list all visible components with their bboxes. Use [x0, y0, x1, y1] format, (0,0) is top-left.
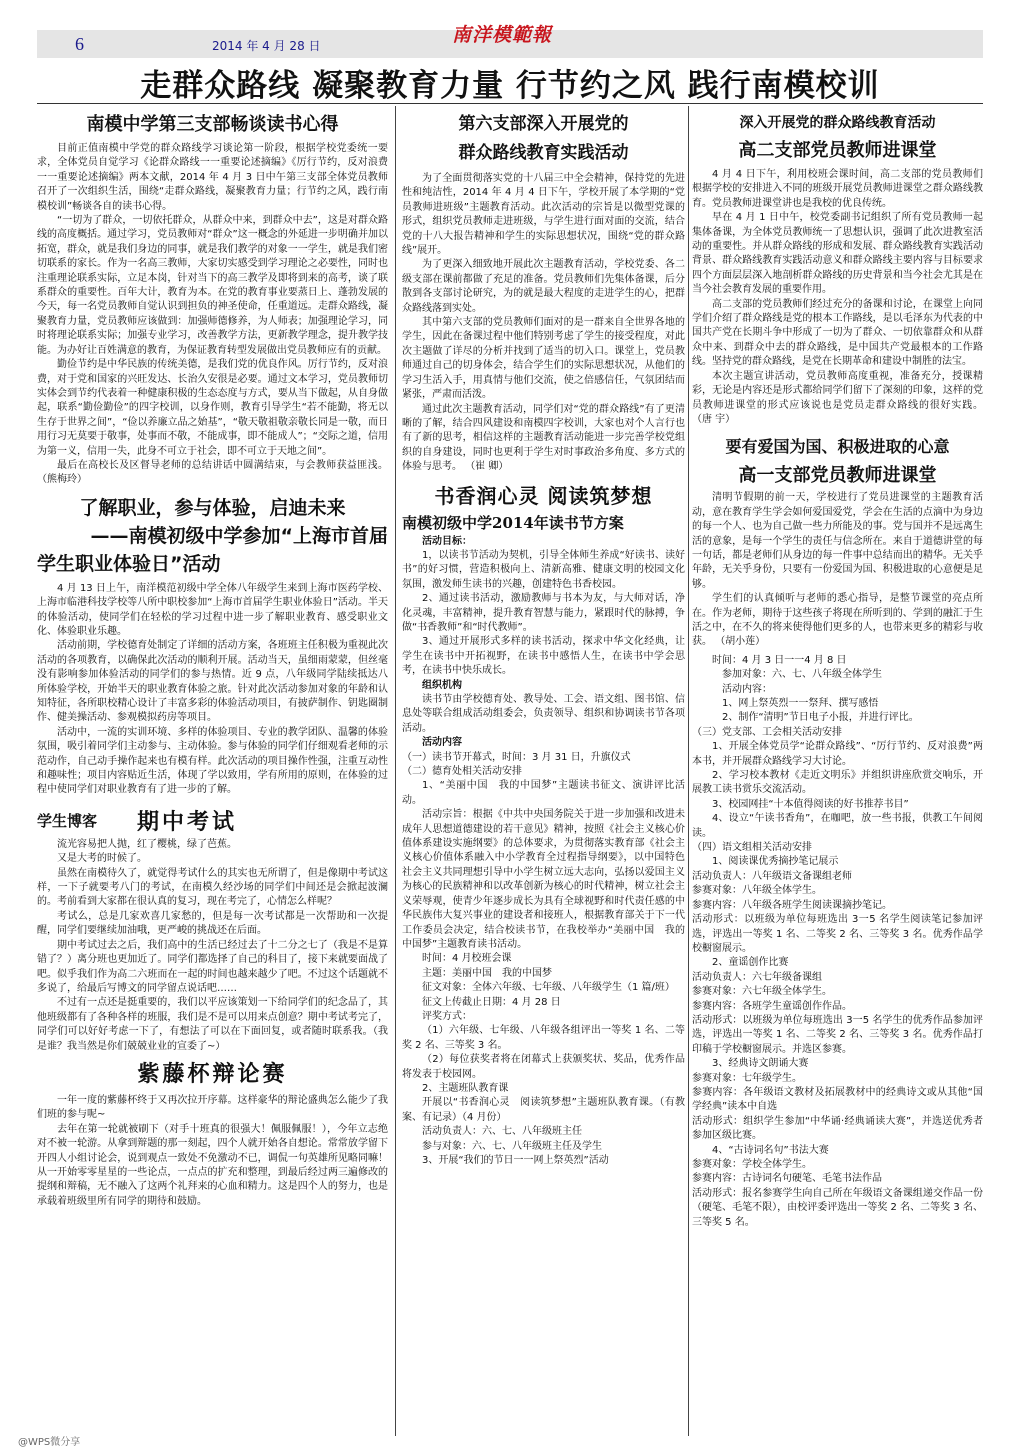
plan-item: 征文上传截止日期：4 月 28 日: [422, 996, 561, 1008]
plan-item: 活动形式：以班级为单位每班选出 3一5 名学生的优秀作品参加评选，评选出一等奖 1 名、二等奖 2 名、三等奖 3 名。优秀作品打印稿于学校橱窗展示。并选区参赛。: [692, 1014, 983, 1055]
blog-heading: [37, 804, 388, 838]
plan-item: （三）党支部、工会相关活动安排: [692, 726, 842, 738]
article-subtitle: 南模初级中学2014年读书节方案: [402, 513, 624, 532]
article-paragraph: 为了全面贯彻落实党的十八届三中全会精神，保持党的先进性和纯洁性，2014 年 4 月 4 日下午，学校开展了本学期的“党员教师进班级”主题教育活动。此次活动的宗旨是以微型党课的形式，组织党员教师走进班级，与学生进行面对面的交流，结合党的十八大报告精神和学生的实际思想状况，围绕“党的群众路线”展开。: [402, 173, 685, 257]
column-divider: [395, 106, 396, 1436]
plan-item: 活动形式：报名参赛学生向自己所在年级语文备课组递交作品一份（硬笔、毛笔不限），由校评委评选出一等奖 2 名、二等奖 3 名、三等奖 5 名。: [692, 1187, 983, 1228]
middle-column: [402, 106, 685, 1436]
article-paragraph: 其中第六支部的党员教师们面对的是一群来自全世界各地的学生，因此在备课过程中他们特别考虑了学生的接受程度，对此次主题做了详尽的分析并找到了适当的切入口。课堂上，党员教师通过自己的切身体会，结合学生们的实际思想状况，从他们的学习生活入手，用真情与他们交流，使之倍感信任，气氛团结而紧张，严肃而活泼。: [402, 317, 685, 401]
plan-item: 活动宗旨：根据《中共中央国务院关于进一步加强和改进未成年人思想道德建设的若干意见》精神，按照《社会主义核心价值体系建设实施纲要》的总体要求，为贯彻落实教育部《社会主义核心价值体系融入中小学教育全过程指导纲要》，以中国特色社会主义共同理想引导中小学生树立远大志向，弘扬以爱国主义为核心的民族精神和以改革创新为核心的时代精神，树立社会主义荣辱观，使青少年逐步成长为具有全球视野和时代责任感的中华民族伟大复兴事业的建设者和接班人，根据教育部关于下一代工作委员会决定，结合校读书节，在我校举办“美丽中国 我的中国梦”主题教育读书活动。: [402, 809, 685, 950]
page-number: 6: [75, 34, 84, 54]
article-paragraph: 考试么，总是几家欢喜几家愁的，但是每一次考试都是一次帮助和一次提醒，同学们要继续加油哦，更严峻的挑战还在后面。: [37, 910, 388, 937]
plan-item: （一）读书节开幕式，时间：3 月 31 日，升旗仪式: [402, 751, 631, 763]
plan-item: 活动负责人：六、七、八年级班主任: [422, 1126, 582, 1138]
plan-item: 参赛内容：各年级语文教材及拓展教材中的经典诗文或从其他“国学经典”读本中自选: [692, 1086, 983, 1113]
article-paragraph: 最后在高校长及区督导老师的总结讲话中圆满结束，与会教师获益匪浅。（熊梅玲）: [37, 459, 388, 486]
plan-item: 活动负责人：六七年级备课组: [692, 971, 822, 983]
article-paragraph: 学生们的认真倾听与老师的悉心指导，是整节课堂的亮点所在。作为老师，期待于这些孩子将现在所听到的、学到的融汇于生活之中，在不久的将来使得他们更多的人，也带来更多的精彩与收获。 （胡小莲）: [692, 593, 983, 648]
plan-item: 活动负责人：八年级语文备课组老师: [692, 870, 852, 882]
left-column: [37, 106, 388, 1436]
article-title: 紫藤杯辩论赛: [137, 1060, 288, 1087]
article-title: 群众路线教育实践活动: [458, 143, 629, 163]
article-paragraph: 4 月 4 日下午，利用校班会课时间，高二支部的党员教师们根据学校的安排进入不同的班级开展党员教师进课堂之群众路线教育。党员教师进课堂讲也是我校的优良传统。: [692, 169, 983, 209]
article-paragraph: 活动中，一流的实训环境、多样的体验项目、专业的教学团队、温馨的体验氛围，吸引着同学们主动参与、主动体验。参与体验的同学们仔细观看老师的示范动作，自己动手操作起来也有模有样。此次活动的项目操作性强，注重互动性和趣味性；项目内容贴近生活，体现了学以致用，学有所用的原则，在体验的过程中使同学们对职业教育有了进一步的了解。: [37, 726, 388, 796]
article-paragraph: 为了更深入细致地开展此次主题教育活动，学校党委、各二级支部在课前都做了充足的准备。党员教师们先集体备课，后分散到各支部讨论研究，为的就是最大程度的走进学生的心，把群众路线落到实处。: [402, 259, 685, 314]
plan-item: 评奖方式：: [422, 1010, 472, 1022]
plan-item: 2、童谣创作比赛: [712, 957, 789, 969]
plan-item: 2、主题班队教育课: [422, 1082, 509, 1094]
article-paragraph: 不过有一点还是挺重要的，我们以平应该策划一下给同学们的纪念品了，其他班级都有了各种各样的班服，我们是不是可以用来点创意？期中考试考完了，同学们可以好好考虑一下了，有想法了可以在下面回复，或者随时联系我。（我是谁？我当然是你们兢兢业业的宣委了~）: [37, 997, 388, 1052]
article-paragraph: 本次主题宣讲活动，党员教师高度重视，准备充分，授课精彩，无论是内容还是形式都给同学们留下了深刻的印象，这样的党员教师进课堂的形式应该说也是党员走群众路线的很好实践。 （唐 宇）: [692, 370, 983, 425]
plan-item: 活动形式：组织学生参加“中华诵·经典诵读大赛”，并选送优秀者参加区级比赛。: [692, 1115, 983, 1142]
plan-item: 参与对象：六、七、八年级班主任及学生: [422, 1140, 602, 1152]
plan-item: 活动形式：以班级为单位每班选出 3一5 名学生阅读笔记参加评选，评选出一等奖 1 名、二等奖 2 名、三等奖 3 名。优秀作品学校橱窗展示。: [692, 914, 983, 954]
plan-item: 3、经典诗文朗诵大赛: [712, 1058, 809, 1070]
plan-item: 2、通过读书活动，激励教师与书本为友，与大师对话，净化灵魂，丰富精神，提升教育智慧与能力，紧跟时代的脉搏，争做“书香教师”和“时代教师”。: [402, 593, 685, 633]
article-subtitle: ——南模初级中学参加“上海市首届: [90, 524, 388, 547]
section-heading: 组织机构: [422, 679, 462, 691]
article-title: 第六支部深入开展党的: [458, 114, 629, 134]
plan-item: 参赛对象：七年级学生。: [692, 1072, 802, 1084]
plan-item: 1、开展全体党员学“论群众路线”、“厉行节约、反对浪费”两本书，并开展群众路线学习大讨论。: [692, 741, 983, 767]
plan-item: 参赛对象：六七年级全体学生。: [692, 986, 832, 998]
article-kicker: 深入开展党的群众路线教育活动: [739, 115, 936, 131]
wps-share-watermark: @WPS微分享: [18, 1437, 81, 1448]
article-author: （唐 宇）: [692, 413, 736, 425]
plan-item: 开展以“书香润心灵 阅读筑梦想”主题班队教育课。（有教案、有记录）（4 月份）: [402, 1097, 685, 1123]
plan-item: 时间：4 月 3 日一一4 月 8 日: [712, 654, 847, 666]
plan-item: 参赛内容：古诗词名句硬笔、毛笔书法作品: [692, 1173, 882, 1185]
plan-item: 3、校园网挂“十本值得阅读的好书推荐书目”: [712, 798, 909, 810]
section-heading: 活动内容: [422, 737, 462, 749]
article-paragraph: 早在 4 月 1 日中午，校党委副书记组织了所有党员教师一起集体备课，为全体党员教师统一了思想认识，强调了此次进教室活动的重要性。并从群众路线的形成和发展、群众路线教育实践活动背景、群众路线教育实践活动意义和群众路线主要内容与目标要求四个方面层层深入地剖析群众路线的历史背景和当今社会尤其是在当今社会教育发展的重要作用。: [692, 212, 983, 296]
issue-date: 2014 年 4 月 28 日: [212, 39, 321, 53]
article-paragraph: 一年一度的紫藤杯终于又再次拉开序幕。这样豪华的辩论盛典怎么能少了我们班的参与呢~: [37, 1094, 388, 1121]
article-paragraph: 目前正值南模中学党的群众路线学习谈论第一阶段，根据学校党委统一要求，全体党员自觉学习《论群众路线一一重要论述摘编》《厉行节约，反对浪费一一重要论述摘编》两本文献，2014 年 4 月 3 日中午第三支部全体党员教师召开了一次组织生活，围绕“走群众路线，凝聚教育力量；行节约之风，践行南模校训”畅谈各自的读书心得。: [37, 143, 388, 212]
article-kicker: 要有爱国为国、积极进取的心意: [725, 437, 950, 457]
article-author: （熊梅玲）: [37, 474, 87, 486]
blog-label: 学生博客: [37, 812, 98, 831]
article-paragraph: 高二支部的党员教师们经过充分的备课和讨论，在课堂上向同学们介绍了群众路线是党的根本工作路线，是以毛泽东为代表的中国共产党在长期斗争中形成了一切为了群众、一切依靠群众和从群众中来、到群众中去的群众路线，是中国共产党最根本的工作路线。坚持党的群众路线，是党在长期革命和建设中制胜的法宝。: [692, 298, 983, 368]
article-paragraph: 清明节假期的前一天，学校进行了党员进课堂的主题教育活动，意在教育学生学会如何爱国爱党，学会在生活的点滴中为身边的每一个人、也为自己做一些力所能及的事。党与国并不是远离生活的意象，是每一个学生的责任与信念所在。来自于道德讲堂的每一句话，都是老师们从身边的每一件事中总结而出的精华。无关乎年龄，无关乎身份，只要有一份爱国为国、积极进取的心意便是足够。: [692, 492, 983, 590]
article-author: （胡小莲）: [715, 636, 766, 648]
article-title: 书香润心灵 阅读筑梦想: [434, 483, 653, 508]
plan-item: 2、学习校本教材《走近文明乐》并组织讲座欣赏交响乐，开展教工读书赏乐交流活动。: [692, 770, 983, 796]
plan-item: 3、开展“我们的节日一一网上祭英烈”活动: [422, 1155, 609, 1166]
plan-item: 参赛内容：各班学生童谣创作作品。: [692, 1000, 852, 1012]
article-title: 期中考试: [137, 809, 238, 836]
plan-item: （1）六年级、七年级、八年级各组评出一等奖 1 名、二等奖 2 名、三等奖 3 名。: [402, 1025, 685, 1051]
article-paragraph: 去年在第一轮就被刷下（对手十班真的很强大！佩服佩服！），今年立志绝对不被一轮游。从拿到辩题的那一刻起，四个人就开始各自想论。常常放学留下开四人小组讨论会，说到观点一致处不免激动不已，调侃一句英雄所见略同嘛！从一开始零零星星的一些论点，一点点的扩充和整理，到最后经过两三遍修改的提纲和辩稿，无不融入了这两个礼拜来的心血和精力。这是四个人的努力，也是承载着班级里所有同学的期待和鼓励。: [37, 1123, 388, 1207]
plan-item: （2）每位获奖者将在闭幕式上获颁奖状、奖品，优秀作品将发表于校园网。: [402, 1054, 685, 1080]
article-paragraph: 流光容易把人抛，红了樱桃，绿了芭蕉。: [57, 838, 237, 850]
article-paragraph: “一切为了群众，一切依托群众，从群众中来，到群众中去”，这是对群众路线的高度概括。通过学习，党员教师对“群众”这一概念的外延进一步明确并加以拓宽，群众，就是我们身边的同事，就是我们教学的对象一一学生，就是我们密切联系的家长。作为一名高三教师，大家切实感受到学习理论之必要性，同时也注重理论联系实际，立足本岗，针对当下的高三教学及即将到来的高考，谈了联系群众的重要性。百年大计，教育为本。在党的教育事业要蒸日上、蓬勃发展的今天，每一名党员教师自觉认识到担负的神圣使命，任重道远。走群众路线，凝聚教育力量，党员教师应该做到：加强师德修养，为人师表；加强理论学习，同时将理论联系实际；加强专业学习，改善教学方法，更新教学理念，提升教学技能。为办好让百姓满意的教育，为保证教育转型发展做出党员教师应有的贡献。: [37, 215, 388, 356]
plan-item: 1、“美丽中国 我的中国梦”主题读书征文、演讲评比活动。: [402, 780, 685, 806]
article-title: 高一支部党员教师进课堂: [738, 465, 937, 487]
plan-item: 3、通过开展形式多样的读书活动，探求中华文化经典，让学生在读书中开拓视野，在读书中感悟人生，在读书中学会思考，在读书中快乐成长。: [402, 636, 685, 677]
plan-item: 1、阅读课优秀摘抄笔记展示: [712, 856, 839, 868]
column-divider: [688, 106, 689, 1436]
masthead-logo: 南洋模範報: [452, 24, 553, 46]
article-paragraph: 勤俭节约是中华民族的传统美德，是我们党的优良作风。厉行节约，反对浪费，对于党和国家的兴旺发达、长治久安很是必要。通过文本学习，党员教师切实体会到节约代表着一种健康积极的生态态度与方式，要从当下做起，从自身做起，联系“勤俭勤俭”的四字校训，以身作则，教育引导学生“若不能勤，将无以生存于世界之间”，“俭以养廉立品之始基”，“敬天敬祖敬亲敬长同是一敬，而日用行习无莫要于敬事，处事而不敬，不能成事，即不能成人”；“交际之道，信用为第一义，信用一失，此身不可立于社会，即不可立于天地之间”。: [37, 359, 388, 457]
page-header: [37, 24, 983, 58]
plan-item: 主题：美丽中国 我的中国梦: [422, 967, 552, 979]
plan-item: （二）德育处相关活动安排: [402, 766, 522, 778]
plan-item: 4、设立“午读书香角”，在咖吧，放一些书报，供教工午间阅读。: [692, 813, 983, 839]
plan-item: 参赛内容：八年级各班学生阅读课摘抄笔记。: [692, 899, 892, 911]
article-paragraph: 4 月 13 日上午，南洋模范初级中学全体八年级学生来到上海市医药学校、上海市临港科技学校等八所中职校参加“上海市首届学生职业体验日”活动。半天的体验活动，使同学们在轻松的学习过程中进一步了解职业教育、感受职业文化、体验职业乐趣。: [37, 582, 388, 637]
plan-item: 参加对象：六、七、八年级全体学生: [722, 669, 882, 681]
plan-item: 1，以读书节活动为契机，引导全体师生养成“好读书、读好书”的好习惯，营造积极向上、清新高雅、健康文明的校园文化氛围，激发师生读书的兴趣，创建特色书香校园。: [402, 549, 685, 590]
plan-item: 2、制作“清明”节日电子小报，并进行评比。: [722, 712, 919, 724]
headline-rule: [37, 103, 983, 104]
plan-item: 参赛对象：八年级全体学生。: [692, 885, 822, 897]
plan-item: （四）语文组相关活动安排: [692, 842, 812, 854]
article-title: 了解职业，参与体验，启迪未来: [79, 496, 346, 519]
plan-item: 时间：4 月校班会课: [422, 953, 512, 965]
article-paragraph: 通过此次主题教育活动，同学们对“党的群众路线”有了更清晰的了解，结合四风建设和南模四字校训，大家也对个人言行也有了新的思考，相信这样的主题教育活动能进一步完善学校党组织的自身建设，同时也更利于学生对时事政治多角度、多方式的体验与思考。 （崔 卿）: [402, 403, 685, 473]
article-paragraph: 活动前期，学校德育处制定了详细的活动方案，各班班主任积极为重视此次活动的各项教育，以确保此次活动的顺利开展。活动当天，虽细雨蒙蒙，但丝毫没有影响参加体验活动的同学们的参与热情。近 9 点，八年级同学陆续抵达八所体验学校，开始半天的职业教育体验之旅。针对此次活动参加对象的年龄和认知特征，各所职校精心设计了丰富多彩的体验活动项目，有披萨制作、钥匙圈制作、健美操活动、参观模拟药房等项目。: [37, 640, 388, 724]
plan-item: 1、网上祭英烈一一祭拜、撰写感悟: [722, 698, 879, 709]
article-author: （崔 卿）: [465, 461, 509, 473]
plan-item: 读书节由学校德育处、教导处、工会、语文组、图书馆、信息处等联合组成活动组委会，负责领导、组织和协调读书节各项活动。: [402, 694, 685, 734]
plan-item: 参赛对象：学校全体学生。: [692, 1159, 812, 1170]
section-heading: 活动目标：: [422, 535, 472, 547]
article-paragraph: 虽然在南模待久了，就觉得考试什么的其实也无所谓了，但是像期中考试这样，一下子就要考八门的考试，在南模久经沙场的同学们中间还是会掀起波澜的。考前看到大家都在很认真的复习，现在考完了，心情怎么样呢？: [37, 867, 388, 908]
plan-item: 征文对象：全体六年级、七年级、八年级学生（1 篇/班）: [422, 982, 675, 994]
article-paragraph: 期中考试过去之后，我们高中的生活已经过去了十二分之七了（我是不是算错了？）离分班也更加近了。同学们都选择了自己的科目了，接下来就要面战了吧。似乎我们作为高二六班而在一起的时间也越来越少了吧。不过这个话题就不多说了，给最后写博文的同学留点说话吧……: [37, 939, 388, 994]
plan-item: 活动内容：: [722, 683, 772, 695]
article-title: 高二支部党员教师进课堂: [738, 140, 937, 161]
article-paragraph: 又是大考的时候了。: [57, 853, 147, 865]
right-column: [692, 106, 983, 1436]
article-subtitle: 学生职业体验日”活动: [37, 552, 221, 575]
main-headline: 走群众路线 凝聚教育力量 行节约之风 践行南模校训: [140, 68, 880, 104]
plan-item: 4、“古诗词名句”书法大赛: [712, 1144, 829, 1156]
article-title: 南模中学第三支部畅谈读书心得: [86, 114, 339, 135]
